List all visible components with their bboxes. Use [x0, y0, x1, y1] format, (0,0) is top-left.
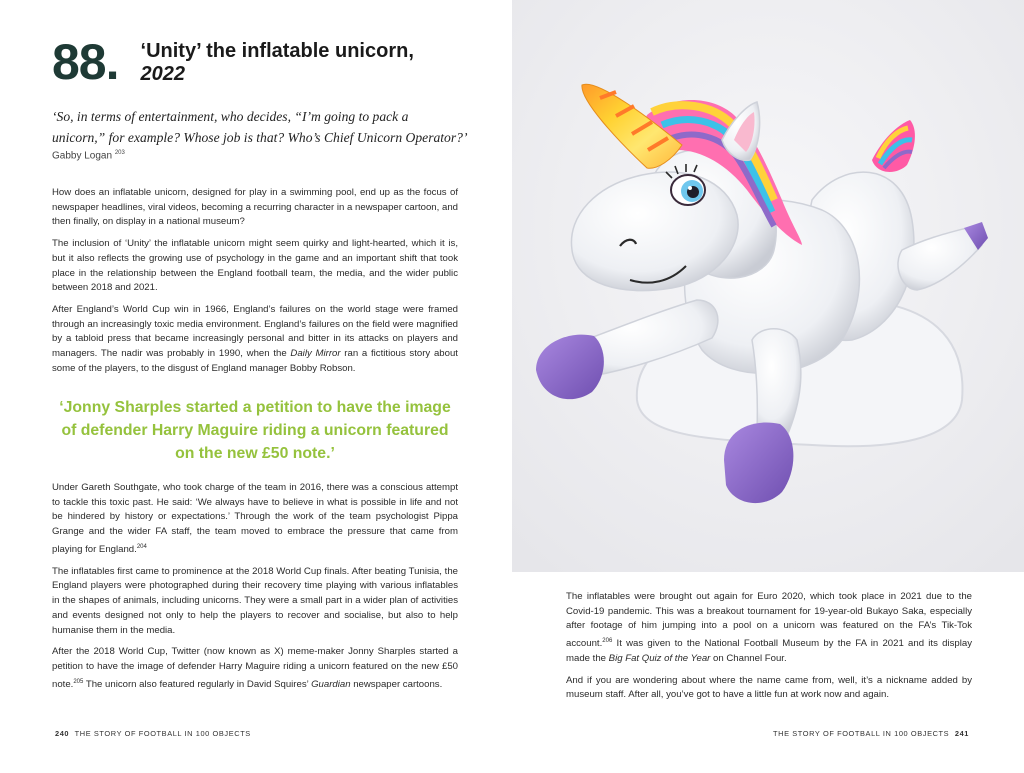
- footnote-ref: 205: [73, 678, 84, 685]
- page-number: 241: [954, 729, 969, 738]
- paragraph: [566, 590, 972, 667]
- paragraph: The inflatables first came to prominence at the 2018 World Cup finals. After beating Tunisia, the England players were photographed during their recovery time playing with various inflatables in the shapes of animals, including unicorns. They were a small part in a wider plan of activities and events designed not only to help the players to recover and socialise, but also to help humanise them in the media.: [52, 565, 458, 636]
- eye-highlight: [688, 186, 692, 190]
- paragraph: The inclusion of ‘Unity’ the inflatable unicorn might seem quirky and light-hearted, which it is, but it also reflects the growing use of psychology in the game and an important shift that took place in the relationship between the England football team, the media, and the wider public between 2018 and 2021.: [52, 238, 458, 294]
- paragraph-text: newspaper cartoons.: [350, 678, 443, 690]
- epigraph-line-2: unicorn,” for example? Whose job is that? Who’s Chief Unicorn Operator?’: [52, 130, 468, 145]
- inflatable-unicorn-illustration: [512, 0, 1024, 572]
- running-footer-title: THE STORY OF FOOTBALL IN 100 OBJECTS: [773, 729, 950, 738]
- body-text-right: [566, 590, 972, 710]
- left-footer: [52, 729, 251, 738]
- body-text-lower: [52, 481, 458, 700]
- chapter-title: [141, 36, 414, 86]
- publication-name: Daily Mirror: [290, 348, 341, 360]
- epigraph-line-1: ‘So, in terms of entertainment, who decides, “I’m going to pack a: [52, 109, 409, 124]
- paragraph: [52, 481, 458, 558]
- footnote-ref: 206: [602, 638, 613, 645]
- paragraph-text: ran a fictitious story about some of the players, to the disgust of England manager Bobby Robson.: [52, 348, 458, 374]
- footnote-ref: 203: [114, 150, 125, 156]
- running-footer-title: THE STORY OF FOOTBALL IN 100 OBJECTS: [74, 729, 251, 738]
- paragraph-text: The unicorn also featured regularly in David Squires’: [83, 678, 312, 690]
- paragraph: [52, 645, 458, 692]
- right-page: [512, 0, 1024, 773]
- epigraph-quote: [52, 106, 472, 148]
- page-number: 240: [55, 729, 70, 738]
- paragraph: How does an inflatable unicorn, designed for play in a swimming pool, end up as the focus of newspaper headlines, viral videos, becoming a recurring character in a newspaper cartoon, and then finally, on display in a national museum?: [52, 187, 458, 228]
- paragraph-text: After England’s World Cup win in 1966, England’s failures on the world stage were framed through an increasingly toxic media environment. England’s failures on the field were magnified by a tabloid press that became increasingly personal and bitter in its attacks on players and managers. The nadir was probably in 1990, when the: [52, 303, 458, 360]
- footnote-ref: 204: [136, 543, 147, 550]
- paragraph: And if you are wondering about where the name came from, well, it’s a nickname added by museum staff. After all, you’ve got to have a little fun at work now and again.: [566, 674, 972, 701]
- paragraph-text: The inflatables were brought out again for Euro 2020, which took place in 2021 due to the Covid-19 pandemic. This was a breakout tournament for 19-year-old Bukayo Saka, especially after footage of him jumping into a pool on a unicorn was featured on the FA’s Tik-Tok account.: [566, 591, 972, 650]
- chapter-heading: [52, 36, 414, 88]
- chapter-title-year: 2022: [140, 63, 186, 85]
- paragraph: [52, 303, 458, 377]
- chapter-number: 88.: [52, 34, 119, 90]
- paragraph-text: Under Gareth Southgate, who took charge of the team in 2016, there was a conscious attempt to tackle this toxic past. He said: ‘We always have to believe in what is possible in life and not be hindered by history or expectations.’ Through the work of the team psychologist Pippa Grange and the wider FA staff, the team moved to embrace the pressure that came from playing for England.: [52, 482, 458, 555]
- right-footer: [773, 729, 972, 738]
- publication-name: Guardian: [311, 678, 351, 690]
- paragraph-text: After the 2018 World Cup, Twitter (now known as X) meme-maker Jonny Sharples started a petition to have the image of defender Harry Maguire riding a unicorn featured on the new £50 note.: [52, 646, 458, 690]
- paragraph-text: It was given to the National Football Museum by the FA in 2021 and its display made the: [566, 638, 972, 664]
- attribution-name: Gabby Logan: [52, 150, 113, 162]
- chapter-title-text: ‘Unity’ the inflatable unicorn,: [140, 40, 414, 62]
- unicorn-photo: [512, 0, 1024, 572]
- show-title: Big Fat Quiz of the Year: [608, 653, 711, 664]
- epigraph-attribution: [52, 150, 125, 161]
- body-text-upper: [52, 186, 458, 383]
- unicorn-front-leg-right: [752, 329, 801, 436]
- paragraph-text: on Channel Four.: [710, 653, 787, 664]
- pull-quote: ‘Jonny Sharples started a petition to have the image of defender Harry Maguire riding a unicorn featured on the new £50 note.’: [59, 399, 451, 462]
